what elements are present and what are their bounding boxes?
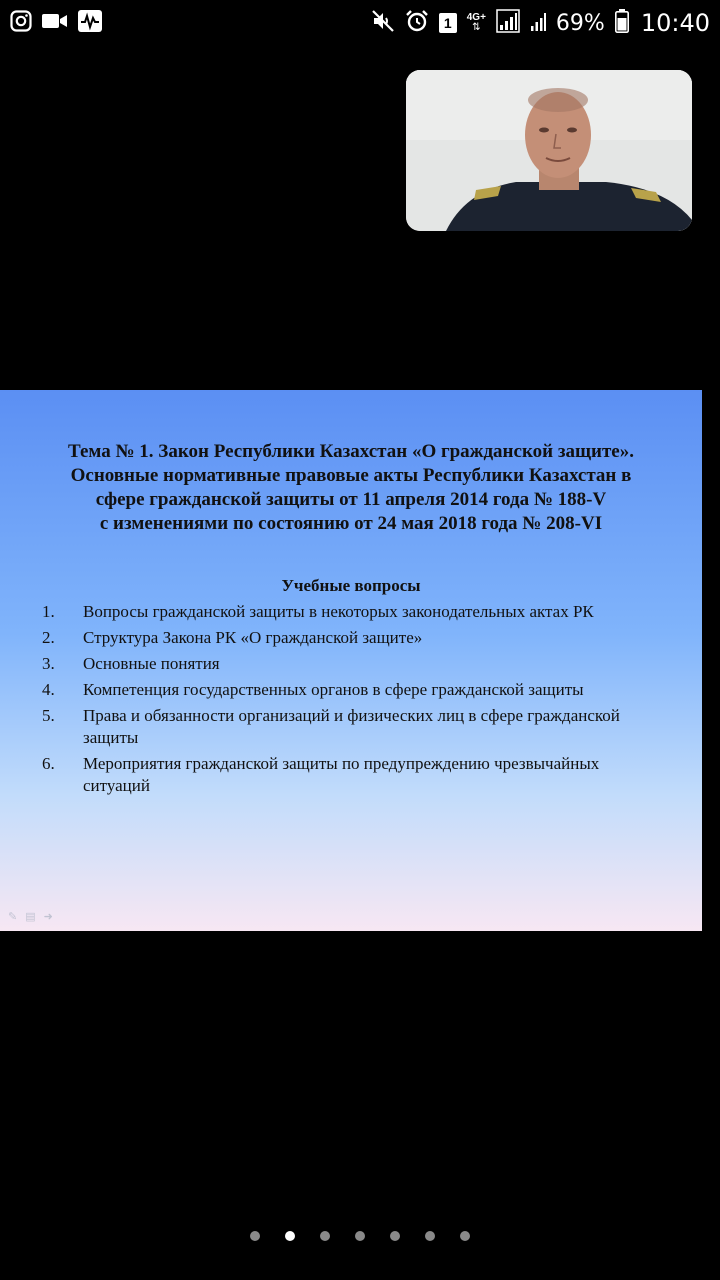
shared-slide[interactable] <box>0 390 702 931</box>
question-text: Основные понятия <box>83 654 220 673</box>
list-item <box>42 679 662 701</box>
questions-list <box>42 601 662 801</box>
page-dot-4[interactable] <box>355 1231 365 1241</box>
list-item <box>42 705 662 749</box>
slide-title-line: Основные нормативные правовые акты Республики Казахстан в <box>70 465 632 486</box>
list-item <box>42 601 662 623</box>
question-text: Структура Закона РК «О гражданской защите» <box>83 628 423 647</box>
pen-icon[interactable]: ✎ <box>8 911 18 923</box>
question-number: 6. <box>42 754 55 773</box>
question-number: 1. <box>42 602 55 621</box>
battery-icon <box>615 9 629 38</box>
mute-icon <box>371 9 395 38</box>
question-number: 5. <box>42 706 55 725</box>
page-dot-6[interactable] <box>425 1231 435 1241</box>
page-dot-1[interactable] <box>250 1231 260 1241</box>
data-arrows-icon: ⇅ <box>472 22 481 33</box>
battery-percent: 69% <box>555 10 605 36</box>
question-number: 4. <box>42 680 55 699</box>
activity-icon <box>78 10 102 37</box>
alarm-icon <box>405 9 429 38</box>
participant-video-image <box>406 70 692 231</box>
question-text: Компетенция государственных органов в сфере гражданской защиты <box>83 680 584 699</box>
instagram-icon <box>10 10 32 37</box>
page-dot-2[interactable] <box>285 1231 295 1241</box>
video-camera-icon <box>42 11 68 36</box>
status-bar-right <box>371 9 710 38</box>
question-text: Права и обязанности организаций и физических лиц в сфере гражданской защиты <box>83 706 620 747</box>
question-number: 3. <box>42 654 55 673</box>
slide-title <box>20 440 682 536</box>
slide-title-line: с изменениями по состоянию от 24 мая 2018 года № 208-VI <box>99 513 603 534</box>
page-dot-5[interactable] <box>390 1231 400 1241</box>
questions-heading: Учебные вопросы <box>281 576 421 595</box>
status-bar <box>0 0 720 46</box>
next-arrow-icon[interactable]: ➜ <box>43 911 53 923</box>
participant-video-tile[interactable] <box>406 70 692 231</box>
question-number: 2. <box>42 628 55 647</box>
network-type <box>467 13 486 33</box>
slide-title-line: Тема № 1. Закон Республики Казахстан «О гражданской защите». <box>68 441 634 462</box>
question-text: Вопросы гражданской защиты в некоторых законодательных актах РК <box>83 602 594 621</box>
list-item <box>42 653 662 675</box>
clock: 10:40 <box>640 9 710 37</box>
page-dot-7[interactable] <box>460 1231 470 1241</box>
list-item <box>42 627 662 649</box>
question-text: Мероприятия гражданской защиты по предупреждению чрезвычайных ситуаций <box>83 754 600 795</box>
signal-strength-icon <box>496 9 520 38</box>
sim-badge: 1 <box>439 13 457 33</box>
status-bar-left <box>10 10 102 37</box>
signal-strength-secondary-icon <box>530 10 546 37</box>
slide-title-line: сфере гражданской защиты от 11 апреля 2014 года № 188-V <box>95 489 607 510</box>
slides-icon[interactable]: ▤ <box>25 911 36 923</box>
list-item <box>42 753 662 797</box>
page-dot-3[interactable] <box>320 1231 330 1241</box>
page-indicator <box>0 1228 720 1244</box>
network-label: 4G+ <box>466 12 486 23</box>
slide-toolbar <box>8 910 53 923</box>
